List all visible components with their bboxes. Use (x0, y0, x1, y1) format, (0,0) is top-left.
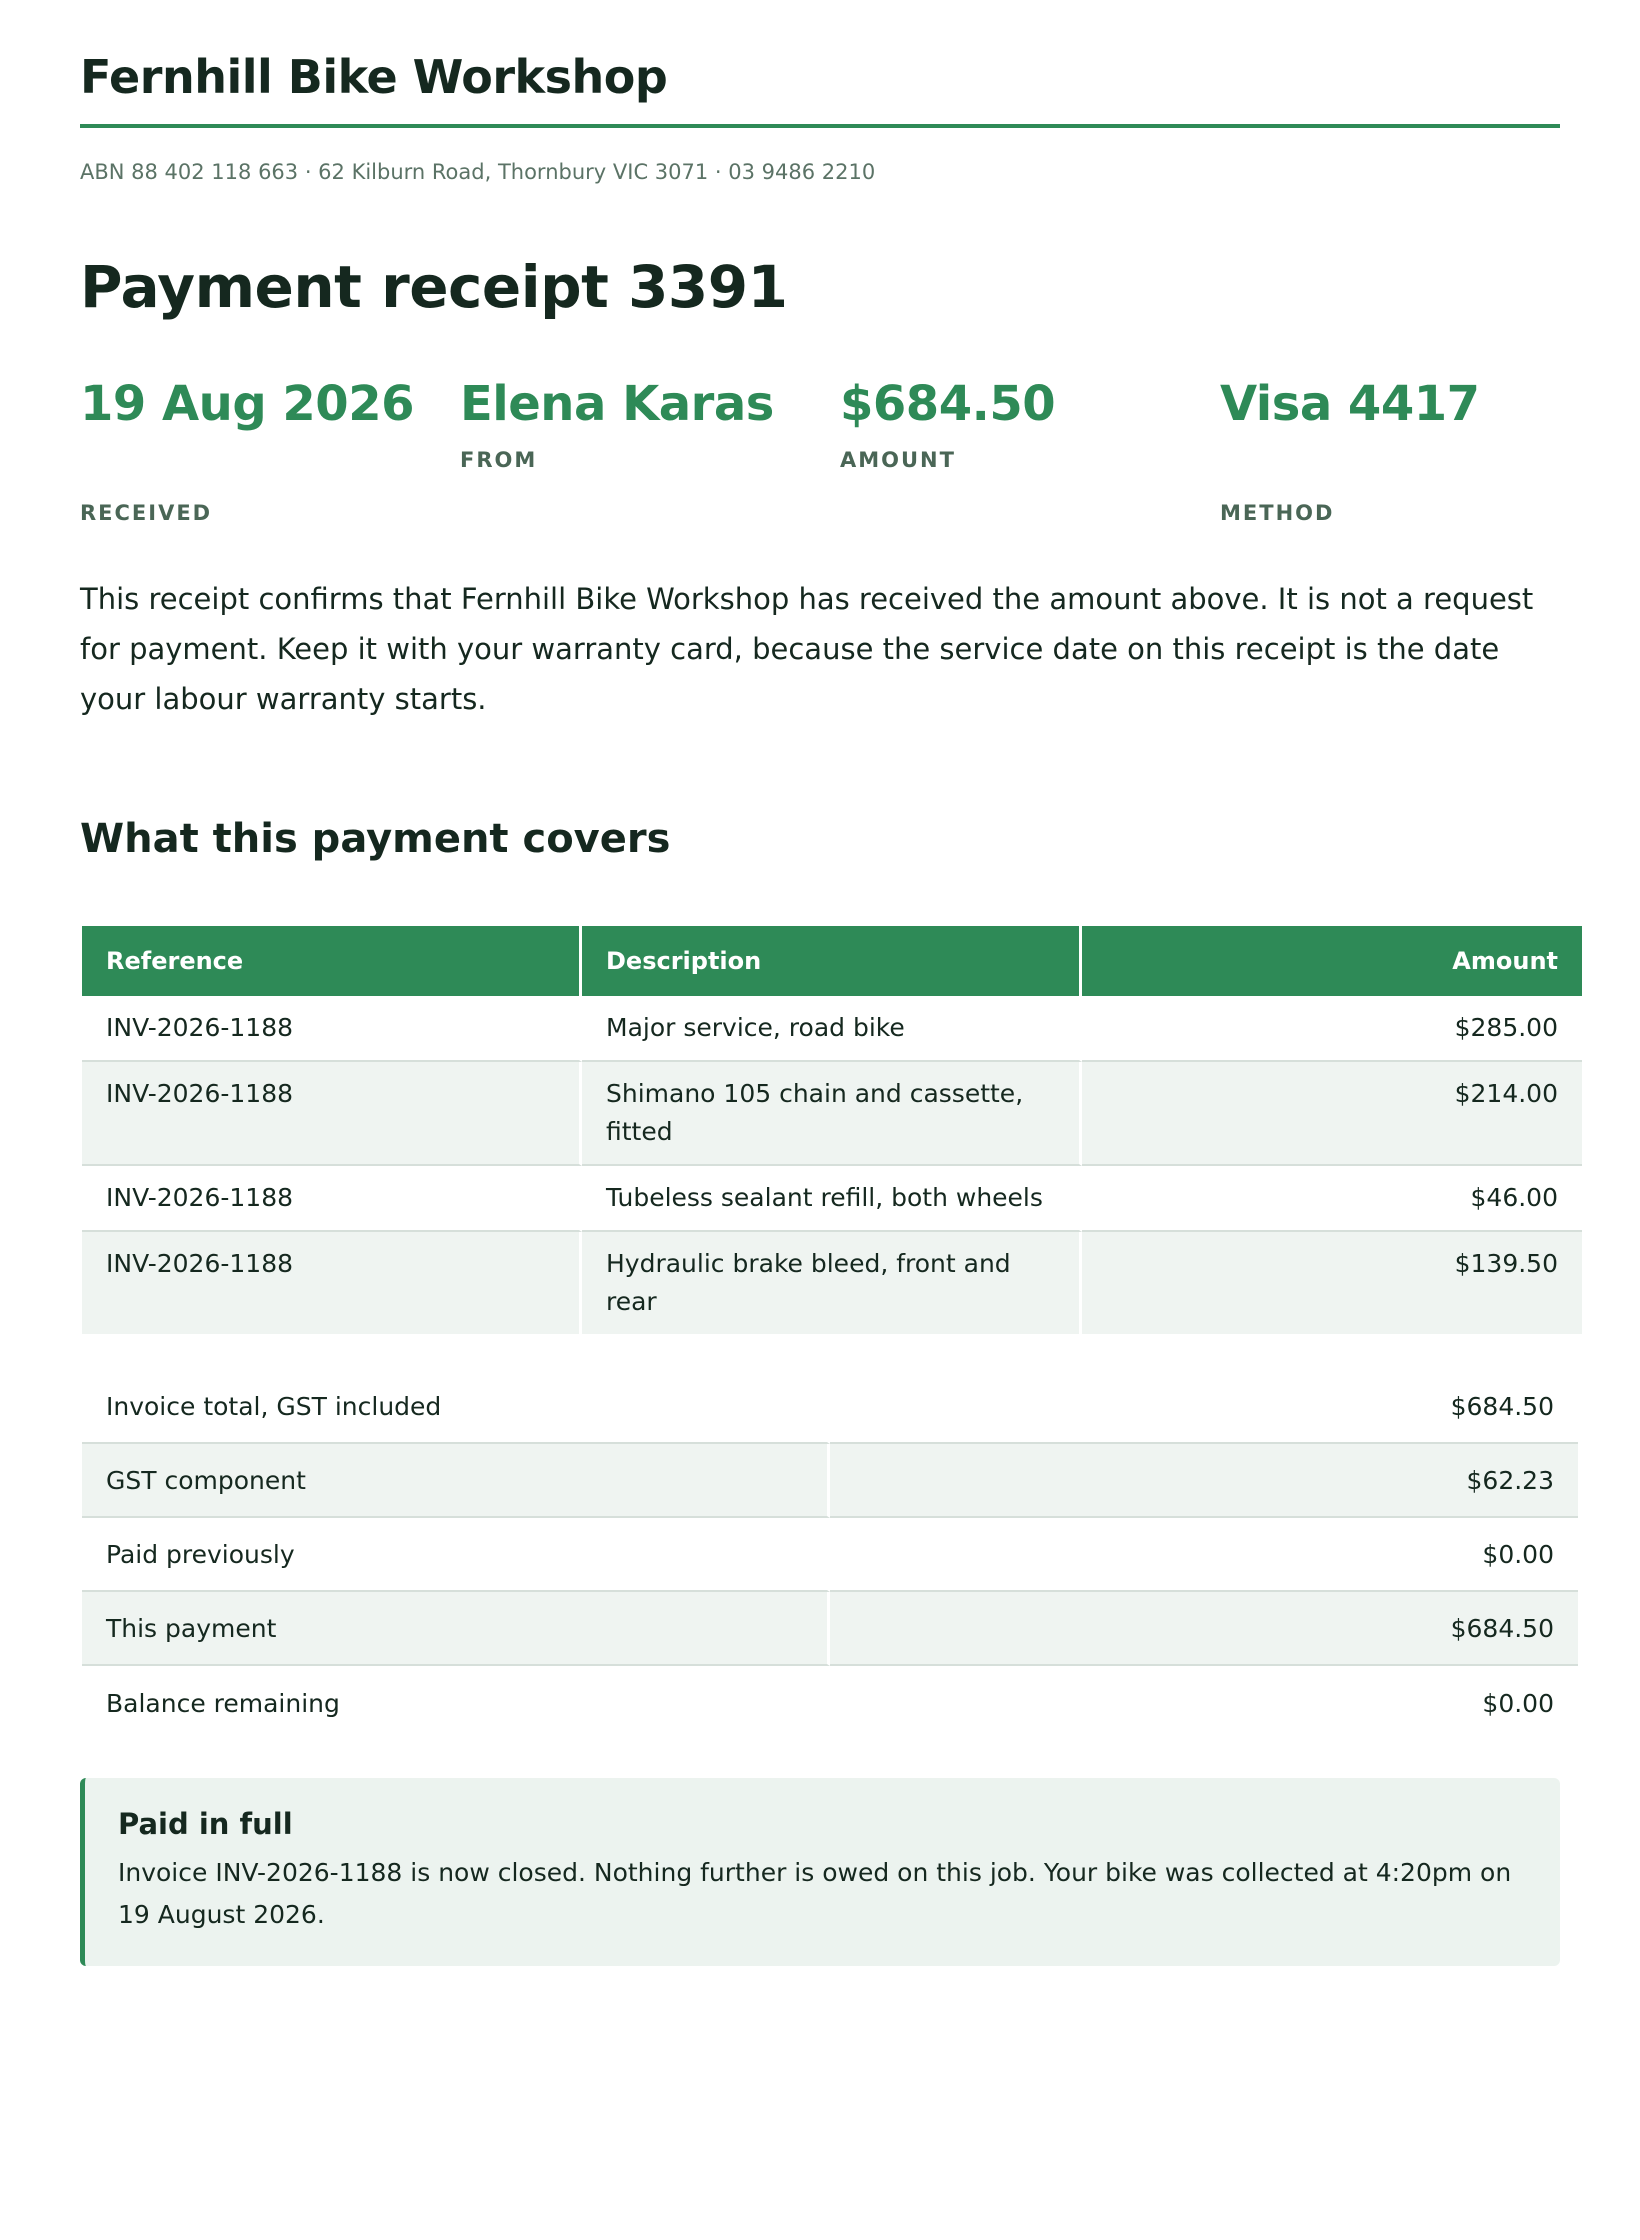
totals-value: $684.50 (830, 1592, 1578, 1666)
received-label: RECEIVED (80, 501, 213, 525)
receipt-title: Payment receipt 3391 (80, 253, 788, 321)
shop-name: Fernhill Bike Workshop (80, 50, 668, 104)
column-header-description: Description (582, 926, 1082, 996)
totals-value: $0.00 (830, 1518, 1578, 1592)
row-description: Shimano 105 chain and cassette, fitted (582, 1062, 1082, 1166)
shop-details: ABN 88 402 118 663 · 62 Kilburn Road, Thornbury VIC 3071 · 03 9486 2210 (80, 160, 876, 184)
row-amount: $46.00 (1082, 1166, 1582, 1232)
row-reference: INV-2026-1188 (82, 1232, 582, 1334)
totals-label: This payment (82, 1592, 830, 1666)
totals-value: $684.50 (830, 1370, 1578, 1444)
row-description: Hydraulic brake bleed, front and rear (582, 1232, 1082, 1334)
method-label: METHOD (1220, 501, 1335, 525)
totals-row-this-payment (82, 1592, 1578, 1666)
table-header-row (82, 926, 1582, 996)
table-row (82, 996, 1582, 1062)
table-row (82, 1232, 1582, 1334)
covers-heading: What this payment covers (80, 816, 671, 862)
receipt-intro: This receipt confirms that Fernhill Bike Workshop has received the amount above. It is not a request for payment. Keep it with your warranty card, because the service date on this receipt is the date your labour warranty starts. (80, 582, 1534, 716)
fact-method (1220, 374, 1580, 527)
totals-row-gst (82, 1444, 1578, 1518)
payer-name: Elena Karas (460, 376, 774, 432)
totals-label: GST component (82, 1444, 830, 1518)
receipt-facts (80, 374, 1560, 574)
totals-row-balance (82, 1666, 1578, 1740)
column-header-reference: Reference (82, 926, 582, 996)
totals-table (82, 1370, 1578, 1740)
received-date: 19 Aug 2026 (80, 376, 414, 432)
payment-method: Visa 4417 (1220, 376, 1480, 432)
row-reference: INV-2026-1188 (82, 1166, 582, 1232)
table-row (82, 1166, 1582, 1232)
column-header-amount: Amount (1082, 926, 1582, 996)
notice-title: Paid in full (118, 1807, 293, 1841)
fact-from (460, 374, 820, 474)
totals-row-paid-previously (82, 1518, 1578, 1592)
totals-value: $0.00 (1482, 1688, 1554, 1718)
row-description: Tubeless sealant refill, both wheels (582, 1166, 1082, 1232)
row-description: Major service, road bike (582, 996, 1082, 1062)
totals-row-invoice-total (82, 1370, 1578, 1444)
fact-received (80, 374, 440, 527)
paid-in-full-notice (80, 1778, 1560, 1966)
totals-label: Balance remaining (82, 1666, 830, 1740)
totals-value: $62.23 (830, 1444, 1578, 1518)
notice-body: Invoice INV-2026-1188 is now closed. Nothing further is owed on this job. Your bike was collected at 4:20pm on 19 August 2026. (118, 1858, 1512, 1929)
row-reference: INV-2026-1188 (82, 1062, 582, 1166)
from-label: FROM (460, 448, 538, 472)
payment-amount: $684.50 (840, 376, 1056, 432)
row-amount: $285.00 (1082, 996, 1582, 1062)
covers-table (82, 926, 1582, 1334)
row-reference: INV-2026-1188 (82, 996, 582, 1062)
row-amount: $139.50 (1082, 1232, 1582, 1334)
totals-label: Invoice total, GST included (82, 1370, 830, 1444)
table-row (82, 1062, 1582, 1166)
totals-label: Paid previously (82, 1518, 830, 1592)
fact-amount (840, 374, 1200, 474)
amount-label: AMOUNT (840, 448, 956, 472)
row-amount: $214.00 (1082, 1062, 1582, 1166)
header-divider (80, 124, 1560, 128)
